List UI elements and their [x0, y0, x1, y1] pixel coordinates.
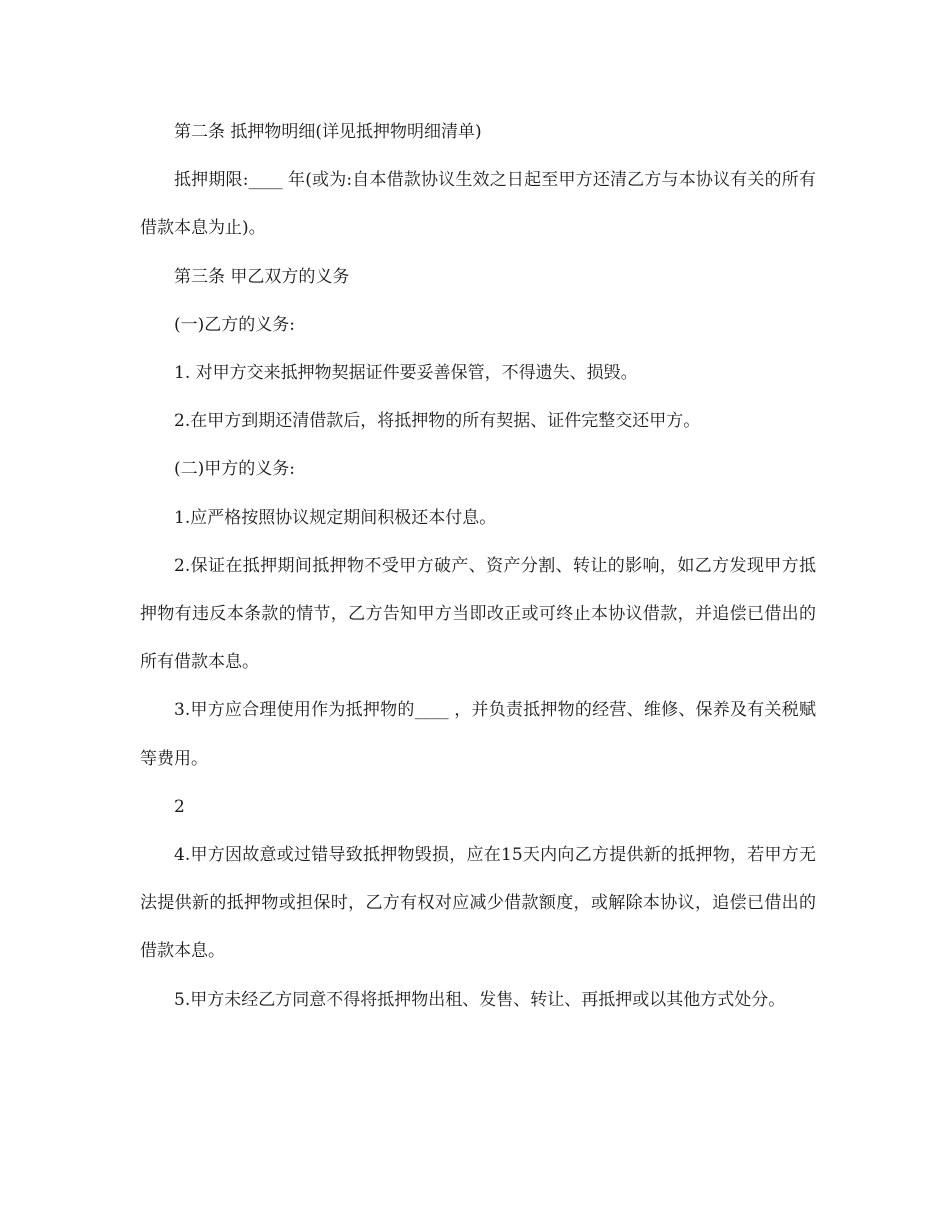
party-a-obligations-heading: (二)甲方的义务:: [174, 459, 295, 480]
party-a-obligation-1: 1.应严格按照协议规定期间积极还本付息。: [174, 507, 497, 528]
party-a-obligation-2: 2.保证在抵押期间抵押物不受甲方破产、资产分割、转让的影响，如乙方发现甲方抵押物有违反本条款的情节，乙方告知甲方当即改正或可终止本协议借款，并追偿已借出的所有借款本息。: [140, 555, 816, 673]
party-b-obligation-2: 2.在甲方到期还清借款后，将抵押物的所有契据、证件完整交还甲方。: [174, 411, 701, 432]
party-a-obligation-5: 5.甲方未经乙方同意不得将抵押物出租、发售、转让、再抵押或以其他方式处分。: [174, 989, 786, 1010]
article-3-heading: 第三条 甲乙双方的义务: [174, 266, 350, 287]
page-number: 2: [174, 796, 185, 817]
party-a-obligation-4: 4.甲方因故意或过错导致抵押物毁损，应在15天内向乙方提供新的抵押物，若甲方无法提供新的抵押物或担保时，乙方有权对应减少借款额度，或解除本协议，追偿已借出的借款本息。: [140, 845, 816, 962]
document-body: [140, 108, 816, 1024]
mortgage-term-paragraph: 抵押期限:____ 年(或为:自本借款协议生效之日起至甲方还清乙方与本协议有关的所有借款本息为止)。: [140, 170, 816, 239]
party-b-obligation-1: 1. 对甲方交来抵押物契据证件要妥善保管，不得遗失、损毁。: [174, 363, 638, 384]
article-2-heading: 第二条 抵押物明细(详见抵押物明细清单): [174, 122, 482, 142]
party-a-obligation-3: 3.甲方应合理使用作为抵押物的____ ，并负责抵押物的经营、维修、保养及有关税赋等费用。: [140, 700, 816, 769]
party-b-obligations-heading: (一)乙方的义务:: [174, 314, 295, 335]
